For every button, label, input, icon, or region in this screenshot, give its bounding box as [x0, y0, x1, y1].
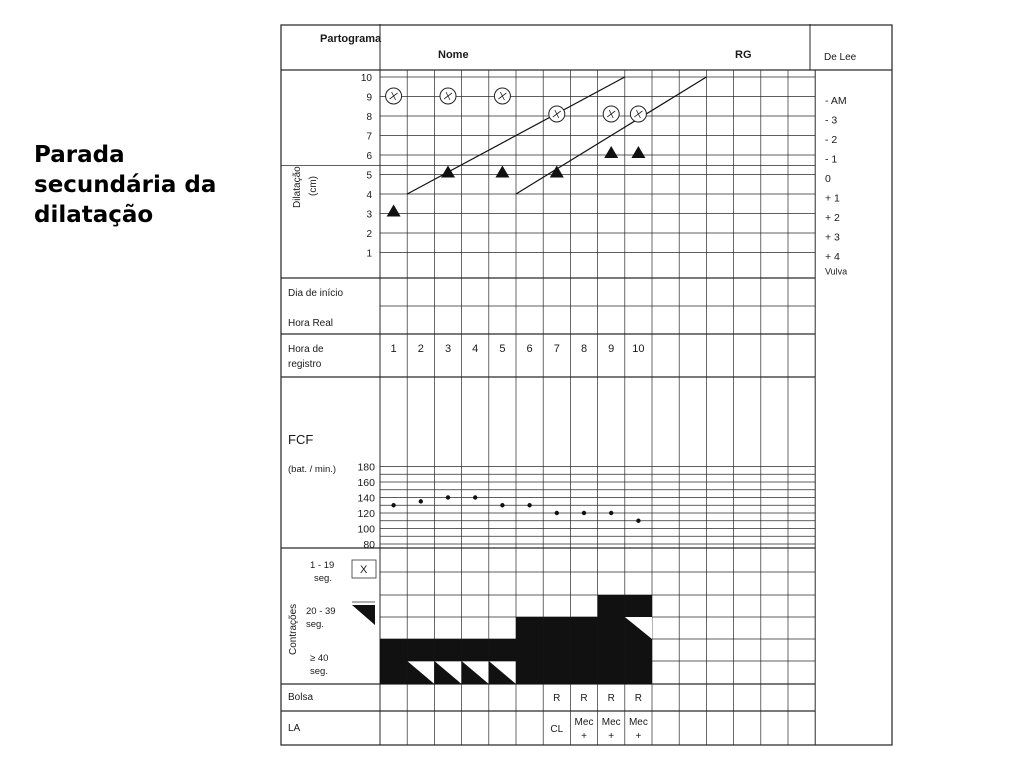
fcf-unit: (bat. / min.)	[288, 464, 337, 475]
de-lee-scale-label: + 4	[825, 251, 840, 263]
legend-wedge	[352, 605, 375, 625]
la-value: CL	[550, 724, 564, 735]
contr-label-1: 1 - 19	[310, 560, 335, 571]
contraction-block	[434, 639, 461, 661]
de-lee-scale-label: 0	[825, 173, 831, 185]
fcf-scale-label: 80	[363, 539, 375, 551]
de-lee-scale-label: - AM	[825, 95, 847, 107]
name-label: Nome	[438, 49, 469, 61]
hour-real-label: Hora Real	[288, 318, 334, 329]
dilatation-triangle	[604, 146, 618, 158]
contractions-label: Contrações	[288, 603, 299, 655]
hour-number: 8	[580, 343, 588, 355]
fcf-dot	[473, 495, 477, 499]
fcf-scale-label: 100	[357, 523, 375, 536]
dilatation-scale-label: 5	[366, 170, 372, 182]
dilatation-triangle	[441, 166, 455, 178]
dilatation-scale-label: 4	[366, 190, 372, 201]
hour-number: 6	[526, 343, 533, 355]
hour-reg-label: Hora de	[288, 344, 324, 355]
fcf-label: FCF	[288, 432, 314, 447]
de-lee-scale-label: + 1	[825, 192, 840, 205]
slide-title-line: dilatação	[34, 202, 154, 228]
fcf-dot	[609, 511, 613, 515]
contraction-block	[462, 661, 489, 684]
rg-label: RG	[735, 49, 752, 61]
contr-legend-x: X	[360, 564, 368, 576]
contraction-block	[380, 639, 407, 684]
hour-reg-label: registro	[288, 359, 322, 370]
dilatation-scale-label: 7	[366, 131, 372, 143]
la-value: +	[608, 731, 615, 742]
contraction-block	[407, 639, 434, 661]
fcf-scale-label: 180	[357, 461, 375, 474]
contraction-block	[543, 639, 570, 684]
contr-label-3: seg.	[310, 666, 328, 677]
dilatation-scale-label: 3	[366, 209, 372, 221]
contraction-block	[625, 639, 652, 684]
contraction-block	[516, 617, 543, 639]
scale-label: De Lee	[824, 52, 857, 63]
bolsa-value: R	[634, 693, 643, 704]
hour-number: 1	[390, 343, 397, 355]
contraction-block	[462, 639, 489, 661]
contr-label-2: 20 - 39	[306, 606, 336, 617]
fcf-dot	[527, 503, 531, 507]
fcf-scale-label: 120	[357, 508, 375, 520]
dilatation-scale-label: 8	[366, 112, 372, 123]
dilatation-label: Dilatação	[292, 166, 303, 208]
slide-title-line: secundária da	[34, 172, 217, 198]
contraction-block	[570, 639, 597, 684]
dilatation-scale-label: 6	[366, 151, 372, 162]
de-lee-scale-label: Vulva	[825, 266, 848, 277]
contraction-block	[489, 661, 516, 684]
de-lee-scale-label: + 3	[825, 231, 840, 244]
slide-title-line: Parada	[34, 142, 125, 168]
dilatation-triangle	[387, 205, 401, 217]
day-label: Dia de início	[288, 288, 344, 299]
de-lee-scale-label: - 3	[825, 114, 838, 127]
hour-number: 7	[553, 343, 560, 355]
partogram-scale-text	[357, 73, 847, 551]
de-lee-scale-label: - 1	[825, 153, 838, 166]
contraction-block	[434, 661, 461, 684]
la-value: Mec	[628, 717, 648, 728]
hour-number: 4	[472, 343, 479, 355]
contr-label-1: seg.	[314, 573, 332, 584]
partogram-marks	[281, 77, 706, 742]
contraction-block	[598, 639, 625, 684]
hour-number: 10	[632, 343, 645, 355]
contraction-block	[598, 595, 625, 639]
hour-number: 3	[444, 343, 452, 355]
dilatation-unit: (cm)	[308, 176, 319, 196]
contraction-block	[516, 639, 543, 684]
la-value: +	[581, 731, 587, 742]
contr-label-3: ≥ 40	[310, 653, 329, 664]
fcf-scale-label: 140	[357, 492, 375, 505]
bolsa-label: Bolsa	[288, 692, 314, 703]
la-value: Mec	[574, 717, 594, 728]
contraction-block	[407, 661, 434, 684]
fcf-scale-label: 160	[357, 477, 375, 489]
de-lee-scale-label: - 2	[825, 134, 838, 146]
fcf-dot	[636, 519, 640, 523]
la-label: LA	[288, 723, 301, 734]
la-value: +	[635, 731, 642, 742]
fcf-dot	[582, 511, 586, 515]
la-value: Mec	[601, 717, 621, 728]
contraction-block	[489, 639, 516, 661]
fcf-dot	[446, 495, 450, 499]
dilatation-scale-label: 10	[360, 73, 372, 84]
fcf-dot	[391, 503, 395, 507]
bolsa-value: R	[580, 693, 588, 704]
form-title: Partograma	[320, 33, 382, 45]
contraction-block	[570, 617, 597, 639]
hour-number: 9	[608, 343, 615, 355]
dilatation-scale-label: 9	[366, 92, 372, 104]
fcf-dot	[500, 503, 504, 507]
hour-number: 2	[417, 343, 424, 355]
contraction-block	[543, 617, 570, 639]
dilatation-triangle	[495, 166, 509, 178]
dilatation-triangle	[631, 146, 645, 158]
de-lee-scale-label: + 2	[825, 212, 840, 224]
bolsa-value: R	[553, 693, 561, 704]
fcf-dot	[555, 511, 559, 515]
bolsa-value: R	[607, 693, 615, 704]
hour-number: 5	[499, 343, 506, 355]
fcf-dot	[419, 499, 423, 503]
dilatation-scale-label: 1	[366, 248, 372, 260]
contr-label-2: seg.	[306, 619, 324, 630]
dilatation-scale-label: 2	[366, 229, 372, 240]
